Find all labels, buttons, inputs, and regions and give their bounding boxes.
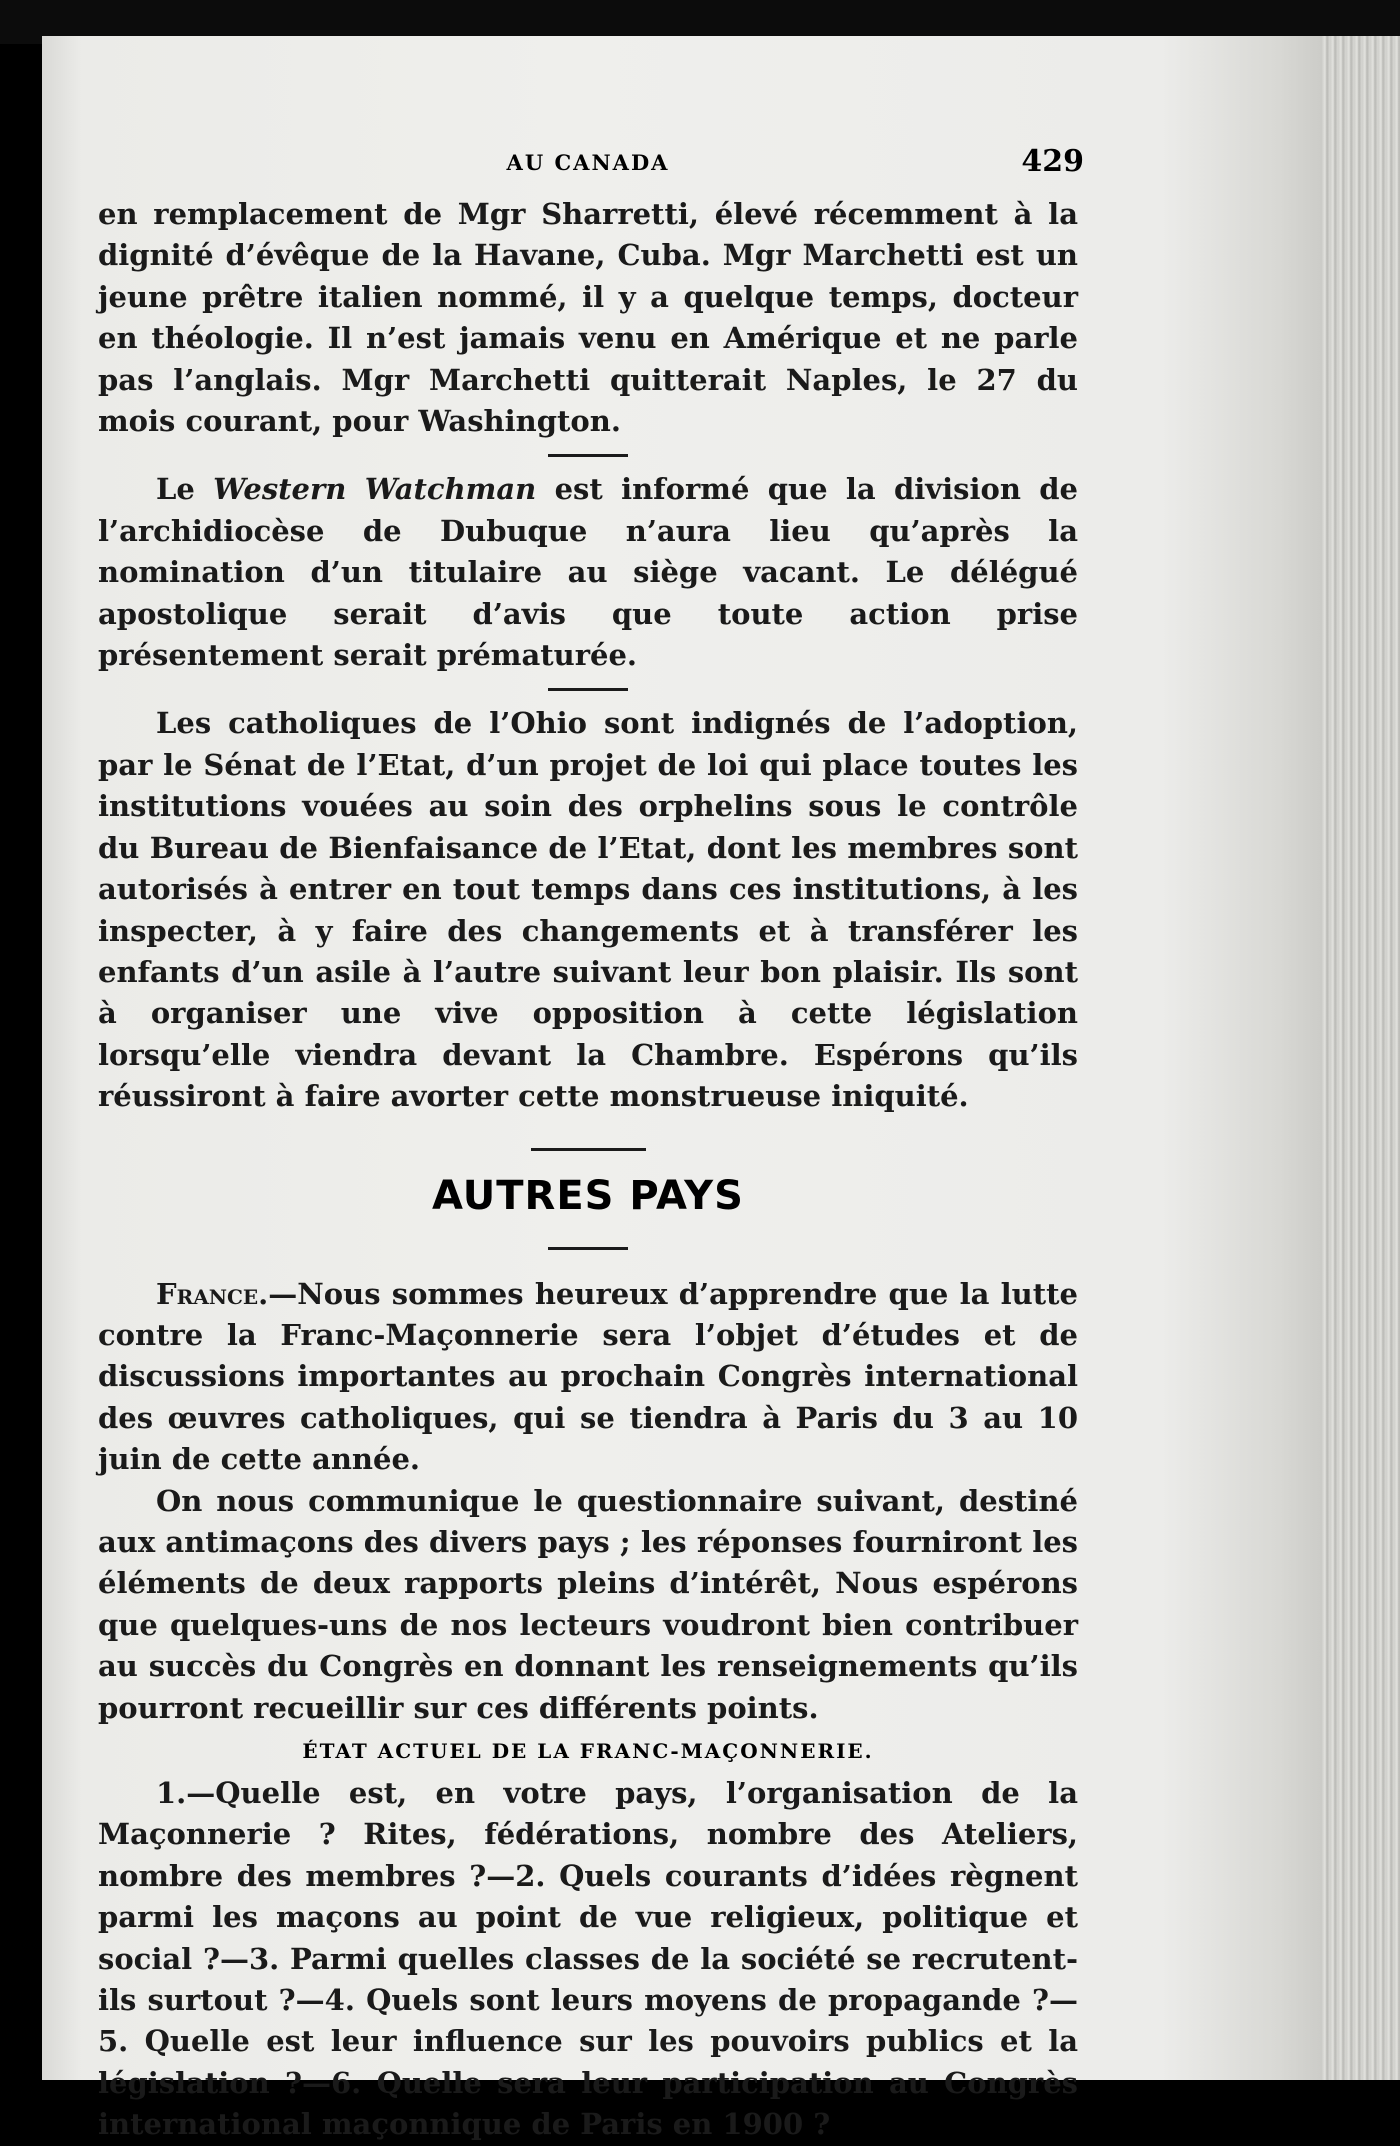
- paragraph-ohio: Les catholiques de l’Ohio sont indignés de l’adoption, par le Sénat de l’Etat, d’un projet de loi qui place toutes les institutions vouées au soin des orphelins sous le contrôle du Bureau de Bienfaisance de l’Etat, dont les membres sont autorisés à entrer en tout temps dans ces institutions, à les inspecter, à y faire des changements et à transférer les enfants d’un asile à l’autre suivant leur bon plaisir. Ils sont à organiser une vive opposition à cette législation lorsqu’elle viendra devant la Chambre. Espérons qu’ils réussiront à faire avorter cette monstrueuse iniquité.: [98, 706, 1078, 1114]
- separator-rule: [548, 454, 628, 457]
- paragraph-france: [98, 1274, 1078, 1481]
- paragraph-questionnaire: On nous communique le questionnaire suivant, destiné aux antimaçons des divers pays ; les réponses fourniront les éléments de deux rapports pleins d’intérêt, Nous espérons que quelques-uns de nos lecteurs voudront bien contribuer au succès du Congrès en donnant les renseignements qu’ils pourront recueillir sur ces différents points.: [98, 1483, 1078, 1725]
- running-head: [98, 144, 1084, 194]
- paragraph-questions: 1.—Quelle est, en votre pays, l’organisation de la Maçonnerie ? Rites, fédérations, nombre des Ateliers, nombre des membres ?—2. Quels courants d’idées règnent parmi les maçons au point de vue religieux, politique et social ?—3. Parmi quelles classes de la société se recrutent-ils surtout ?—4. Quels sont leurs moyens de propagande ?—5. Quelle est leur influence sur les pouvoirs publics et la législation ?—6. Quelle sera leur participation au Congrès international maçonnique de Paris en 1900 ?: [98, 1776, 1078, 2142]
- section-title: AUTRES PAYS: [432, 1172, 744, 1219]
- separator-rule: [548, 688, 628, 691]
- subheading: ÉTAT ACTUEL DE LA FRANC-MAÇONNERIE.: [302, 1739, 874, 1763]
- france-text: .—Nous sommes heureux d’apprendre que la lutte contre la Franc-Maçonnerie sera l’objet d’études et de discussions importantes au prochain Congrès international des œuvres catholiques, qui se tiendra à Paris du 3 au 10 juin de cette année.: [98, 1276, 1078, 1477]
- watchman-rest: est informé que la division de l’archidiocèse de Dubuque n’aura lieu qu’après la nomination d’un titulaire au siège vacant. Le délégué apostolique serait d’avis que toute action prise présentement serait prématurée.: [98, 472, 1078, 673]
- newspaper-title: Western Watchman: [213, 472, 537, 507]
- section-rule-bottom: [548, 1247, 628, 1250]
- watchman-lead: Le: [156, 472, 214, 507]
- page-text: [98, 144, 1084, 2146]
- running-title: AU CANADA: [506, 150, 670, 175]
- section-rule-top: [531, 1148, 646, 1151]
- paragraph-marchetti: en remplacement de Mgr Sharretti, élevé récemment à la dignité d’évêque de la Havane, Cuba. Mgr Marchetti est un jeune prêtre italien nommé, il y a quelque temps, docteur en théologie. Il n’est jamais venu en Amérique et ne parle pas l’anglais. Mgr Marchetti quitterait Naples, le 27 du mois courant, pour Washington.: [98, 197, 1078, 439]
- page-number: 429: [1021, 144, 1084, 179]
- france-label: France: [156, 1276, 259, 1311]
- page-stack-edges: [1322, 36, 1400, 2080]
- paragraph-watchman: [98, 469, 1078, 676]
